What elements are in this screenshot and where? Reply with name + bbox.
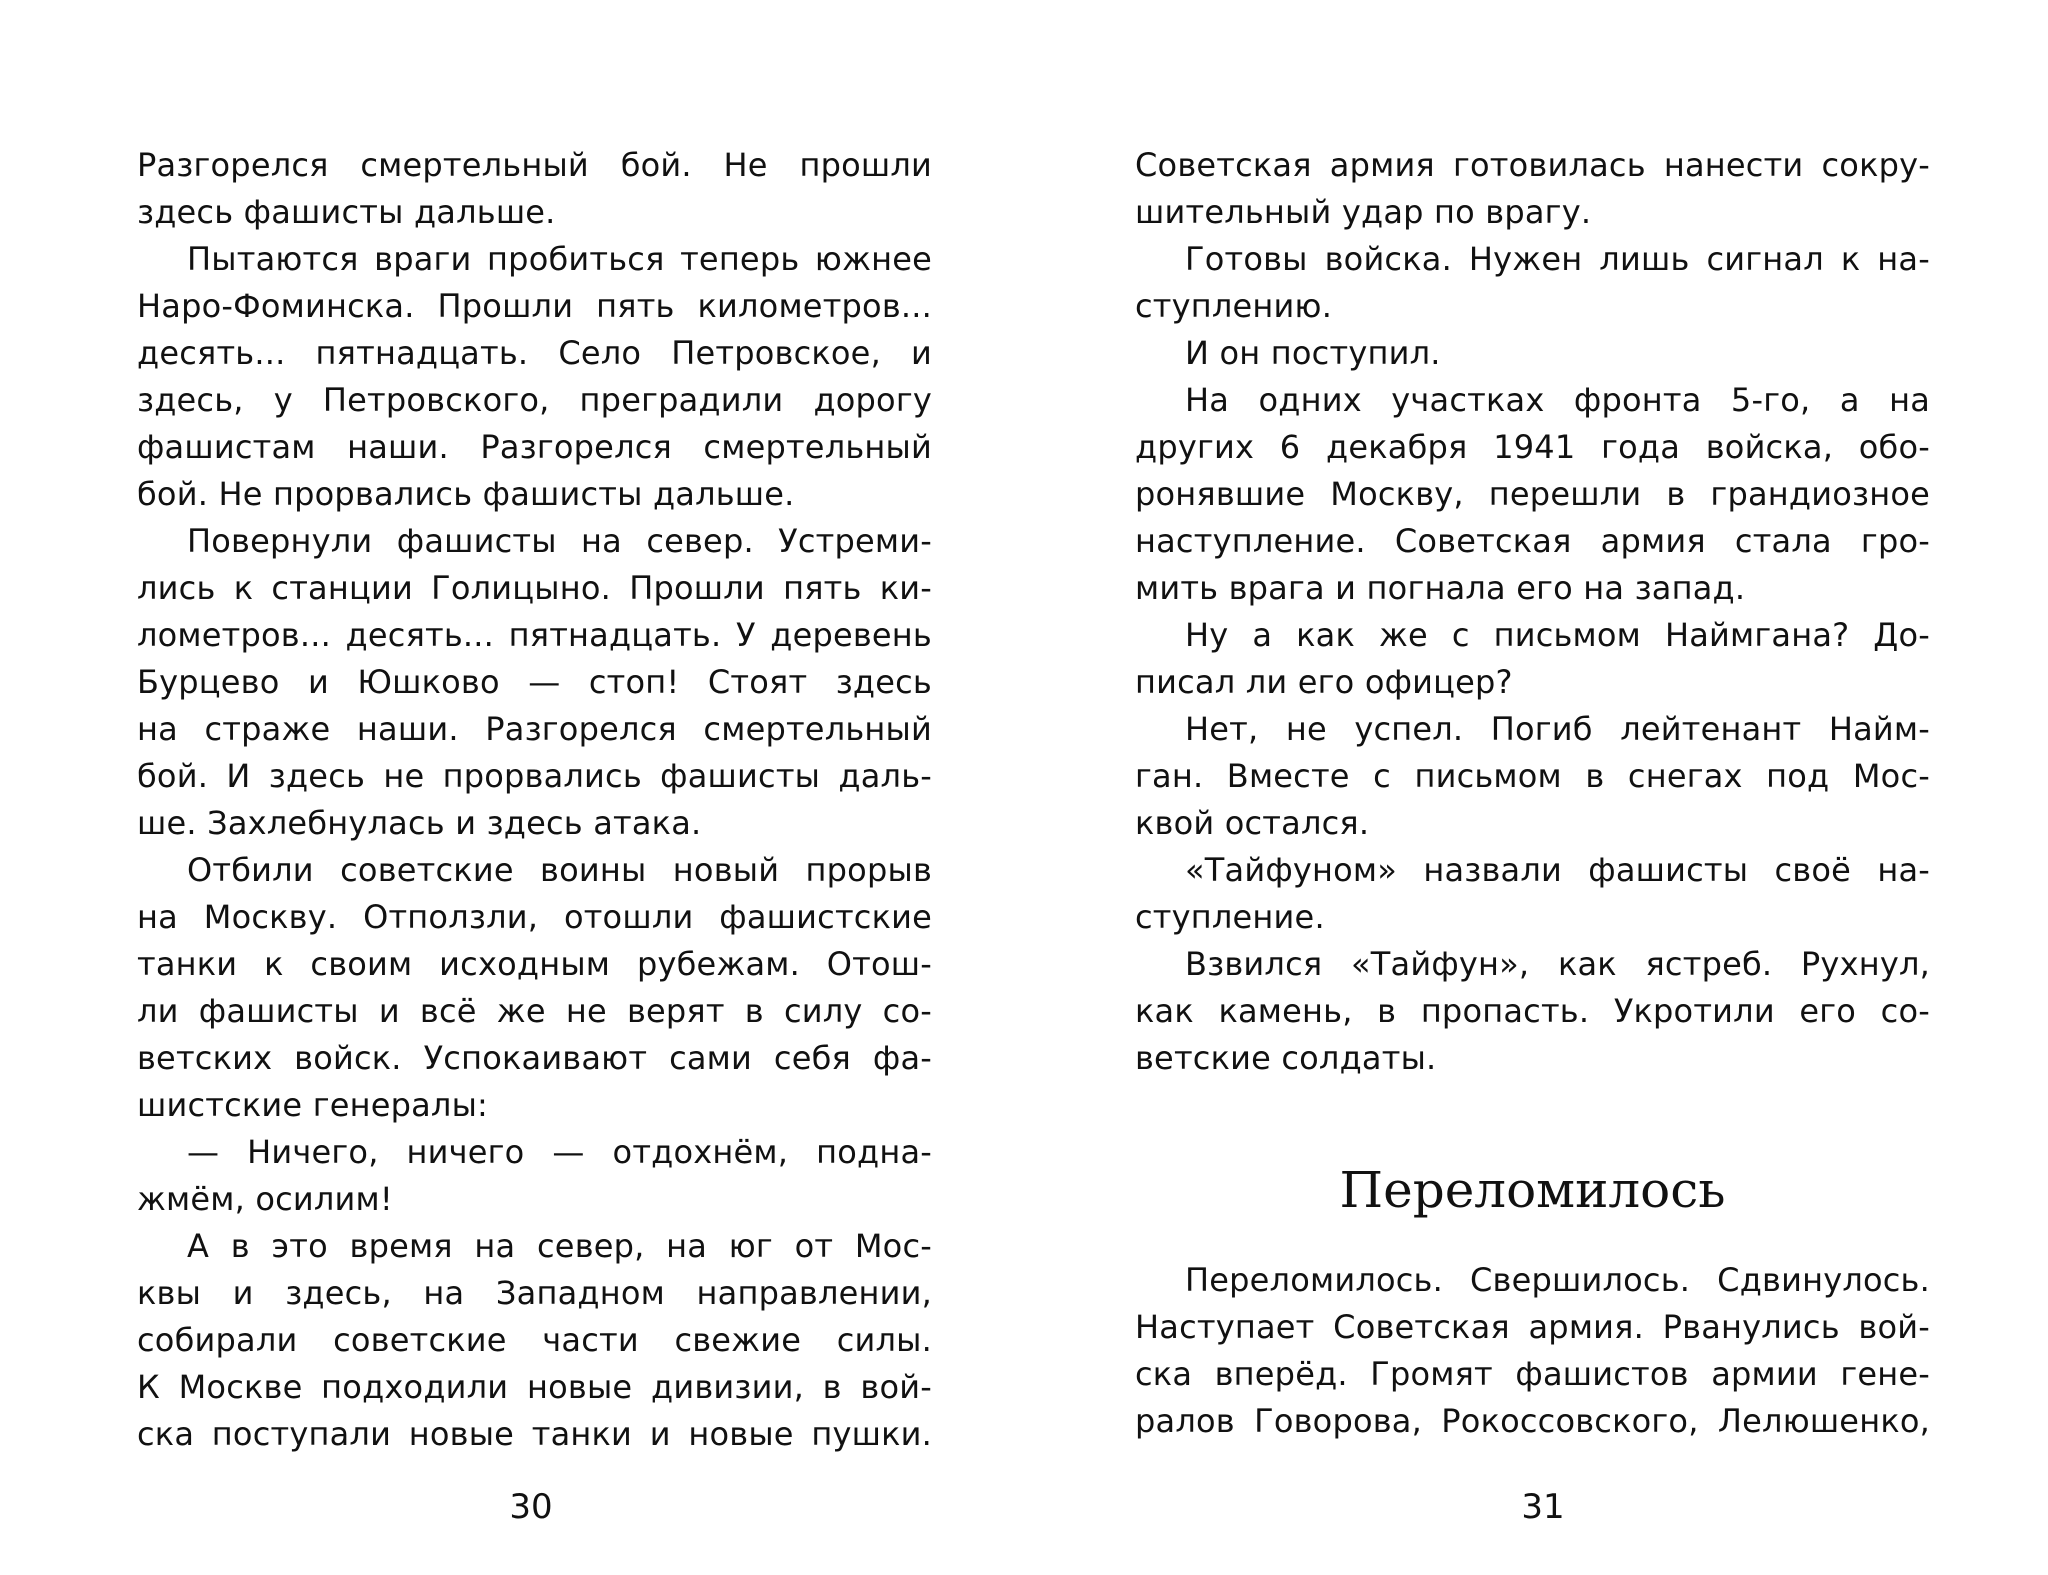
text-line: ступлению. [1135,287,1333,325]
text-line: шительный удар по врагу. [1135,193,1592,231]
text-line: на Москву. Отползли, отошли фашистские [137,898,932,936]
text-line: Советская армия готовилась нанести сокру- [1135,146,1930,184]
text-line: десять... пятнадцать. Село Петровское, и [137,334,932,372]
text-line: Разгорелся смертельный бой. Не прошли [137,146,932,184]
text-line: «Тайфуном» назвали фашисты своё на- [1185,851,1930,889]
page-number: 31 [1521,1487,1565,1527]
text-line: фашистам наши. Разгорелся смертельный [137,428,932,466]
text-line: Взвился «Тайфун», как ястреб. Рухнул, [1185,945,1930,983]
text-line: на страже наши. Разгорелся смертельный [137,710,932,748]
text-line: ска поступали новые танки и новые пушки. [137,1415,932,1453]
text-line: ска вперёд. Громят фашистов армии гене- [1135,1355,1930,1393]
text-line: Наро-Фоминска. Прошли пять километров... [137,287,932,325]
text-line: Готовы войска. Нужен лишь сигнал к на- [1185,240,1930,278]
text-line: квой остался. [1135,804,1370,842]
text-line: мить врага и погнала его на запад. [1135,569,1746,607]
text-line: жмём, осилим! [137,1180,393,1218]
text-line: ралов Говорова, Рокоссовского, Лелюшенко, [1135,1402,1930,1440]
text-line: А в это время на север, на юг от Мос- [187,1227,932,1265]
text-line: наступление. Советская армия стала гро- [1135,522,1930,560]
text-line: Переломилось. Свершилось. Сдвинулось. [1185,1261,1930,1299]
text-line: ли фашисты и всё же не верят в силу со- [137,992,932,1030]
text-line: Наступает Советская армия. Рванулись вой- [1135,1308,1930,1346]
text-line: Отбили советские воины новый прорыв [187,851,932,889]
text-line: танки к своим исходным рубежам. Отош- [137,945,932,983]
text-line: бой. Не прорвались фашисты дальше. [137,475,795,513]
text-line: И он поступил. [1185,334,1441,372]
text-line: ветские солдаты. [1135,1039,1437,1077]
text-line: шистские генералы: [137,1086,489,1124]
text-line: Бурцево и Юшково — стоп! Стоят здесь [137,663,932,701]
text-line: Ну а как же с письмом Наймгана? До- [1185,616,1930,654]
text-line: здесь фашисты дальше. [137,193,556,231]
text-line: собирали советские части свежие силы. [137,1321,932,1359]
text-line: как камень, в пропасть. Укротили его со- [1135,992,1930,1030]
text-line: квы и здесь, на Западном направлении, [137,1274,932,1312]
text-line: здесь, у Петровского, преградили дорогу [137,381,932,419]
text-line: ветских войск. Успокаивают сами себя фа- [137,1039,932,1077]
text-line: На одних участках фронта 5-го, а на [1185,381,1930,419]
section-heading: Переломилось [1339,1161,1726,1219]
text-line: лись к станции Голицыно. Прошли пять ки- [137,569,932,607]
right-page [1024,0,2048,1575]
left-page-text [137,142,932,1458]
text-line: лометров... десять... пятнадцать. У деревень [137,616,932,654]
text-line: Пытаются враги пробиться теперь южнее [187,240,932,278]
text-line: — Ничего, ничего — отдохнём, поднa- [187,1133,932,1171]
text-line: ступление. [1135,898,1325,936]
right-page-text-bottom [1135,1257,1930,1445]
text-line: ше. Захлебнулась и здесь атака. [137,804,702,842]
page-number: 30 [509,1487,553,1527]
text-line: К Москве подходили новые дивизии, в вой- [137,1368,932,1406]
text-line: других 6 декабря 1941 года войска, обо- [1135,428,1930,466]
text-line: ган. Вместе с письмом в снегах под Мос- [1135,757,1930,795]
text-line: Нет, не успел. Погиб лейтенант Найм- [1185,710,1930,748]
text-line: Повернули фашисты на север. Устреми- [187,522,932,560]
text-line: ронявшие Москву, перешли в грандиозное [1135,475,1930,513]
text-line: бой. И здесь не прорвались фашисты даль- [137,757,932,795]
text-line: писал ли его офицер? [1135,663,1513,701]
